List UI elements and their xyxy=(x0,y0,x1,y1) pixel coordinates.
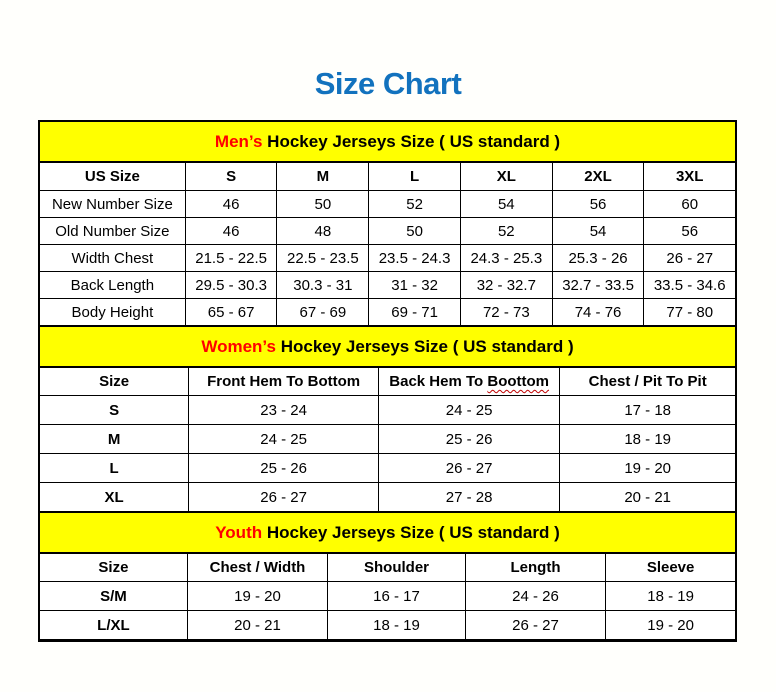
row-label: S xyxy=(40,396,189,425)
youth-size-table xyxy=(40,511,735,640)
column-header: Shoulder xyxy=(328,553,466,582)
row-label: Body Height xyxy=(40,299,185,326)
value-cell: 19 - 20 xyxy=(560,454,735,483)
value-cell: 74 - 76 xyxy=(552,299,644,326)
table-row xyxy=(40,611,735,640)
section-band-rest: Hockey Jerseys Size ( US standard ) xyxy=(262,522,560,542)
row-label: Back Length xyxy=(40,272,185,299)
column-header: Chest / Width xyxy=(187,553,327,582)
value-cell: 60 xyxy=(644,191,735,218)
value-cell: 18 - 19 xyxy=(328,611,466,640)
value-cell: 69 - 71 xyxy=(369,299,461,326)
section-band-title xyxy=(40,122,735,162)
table-row xyxy=(40,582,735,611)
section-band-title xyxy=(40,512,735,553)
value-cell: 22.5 - 23.5 xyxy=(277,245,369,272)
value-cell: 27 - 28 xyxy=(378,483,559,512)
value-cell: 21.5 - 22.5 xyxy=(185,245,277,272)
header-row xyxy=(40,367,735,396)
table-row xyxy=(40,425,735,454)
row-label: New Number Size xyxy=(40,191,185,218)
value-cell: 50 xyxy=(277,191,369,218)
value-cell: 26 - 27 xyxy=(465,611,605,640)
column-header: 2XL xyxy=(552,162,644,191)
value-cell: 19 - 20 xyxy=(187,582,327,611)
section-band-highlight: Women’s xyxy=(201,336,276,356)
table-row xyxy=(40,272,735,299)
value-cell: 20 - 21 xyxy=(187,611,327,640)
value-cell: 24 - 25 xyxy=(189,425,379,454)
value-cell: 30.3 - 31 xyxy=(277,272,369,299)
value-cell: 31 - 32 xyxy=(369,272,461,299)
value-cell: 65 - 67 xyxy=(185,299,277,326)
row-label: L/XL xyxy=(40,611,187,640)
table-row xyxy=(40,483,735,512)
row-label: M xyxy=(40,425,189,454)
mens-size-table xyxy=(40,122,735,325)
value-cell: 16 - 17 xyxy=(328,582,466,611)
column-header: Size xyxy=(40,553,187,582)
value-cell: 32.7 - 33.5 xyxy=(552,272,644,299)
value-cell: 77 - 80 xyxy=(644,299,735,326)
column-header: M xyxy=(277,162,369,191)
value-cell: 20 - 21 xyxy=(560,483,735,512)
header-row xyxy=(40,162,735,191)
section-band xyxy=(40,326,735,367)
section-band-title xyxy=(40,326,735,367)
value-cell: 56 xyxy=(644,218,735,245)
value-cell: 26 - 27 xyxy=(378,454,559,483)
value-cell: 19 - 20 xyxy=(606,611,735,640)
size-chart-tables xyxy=(38,120,737,642)
value-cell: 17 - 18 xyxy=(560,396,735,425)
section-band-rest: Hockey Jerseys Size ( US standard ) xyxy=(262,131,561,151)
value-cell: 24 - 25 xyxy=(378,396,559,425)
table-row xyxy=(40,218,735,245)
section-band xyxy=(40,122,735,162)
column-header: L xyxy=(369,162,461,191)
value-cell: 67 - 69 xyxy=(277,299,369,326)
value-cell: 25.3 - 26 xyxy=(552,245,644,272)
value-cell: 18 - 19 xyxy=(560,425,735,454)
section-band-highlight: Men’s xyxy=(214,131,263,151)
column-header: Front Hem To Bottom xyxy=(189,367,379,396)
row-label: Old Number Size xyxy=(40,218,185,245)
value-cell: 54 xyxy=(460,191,552,218)
column-header: Chest / Pit To Pit xyxy=(560,367,735,396)
value-cell: 48 xyxy=(277,218,369,245)
header-row xyxy=(40,553,735,582)
value-cell: 24.3 - 25.3 xyxy=(460,245,552,272)
value-cell: 25 - 26 xyxy=(189,454,379,483)
column-header: Length xyxy=(465,553,605,582)
value-cell: 24 - 26 xyxy=(465,582,605,611)
womens-size-table xyxy=(40,325,735,511)
row-label: L xyxy=(40,454,189,483)
table-row xyxy=(40,454,735,483)
column-header: Back Hem To Boottom xyxy=(378,367,559,396)
row-label: Width Chest xyxy=(40,245,185,272)
value-cell: 29.5 - 30.3 xyxy=(185,272,277,299)
value-cell: 33.5 - 34.6 xyxy=(644,272,735,299)
value-cell: 23.5 - 24.3 xyxy=(369,245,461,272)
row-label: XL xyxy=(40,483,189,512)
section-band xyxy=(40,512,735,553)
value-cell: 72 - 73 xyxy=(460,299,552,326)
value-cell: 32 - 32.7 xyxy=(460,272,552,299)
column-header: XL xyxy=(460,162,552,191)
column-header: US Size xyxy=(40,162,185,191)
value-cell: 26 - 27 xyxy=(189,483,379,512)
value-cell: 56 xyxy=(552,191,644,218)
value-cell: 46 xyxy=(185,218,277,245)
value-cell: 50 xyxy=(369,218,461,245)
value-cell: 46 xyxy=(185,191,277,218)
value-cell: 52 xyxy=(460,218,552,245)
value-cell: 18 - 19 xyxy=(606,582,735,611)
section-band-rest: Hockey Jerseys Size ( US standard ) xyxy=(275,336,574,356)
value-cell: 54 xyxy=(552,218,644,245)
table-row xyxy=(40,299,735,326)
table-row xyxy=(40,396,735,425)
section-band-highlight: Youth xyxy=(215,522,263,542)
misspelled-word: Boottom xyxy=(487,373,550,390)
table-row xyxy=(40,245,735,272)
column-header: 3XL xyxy=(644,162,735,191)
column-header: Size xyxy=(40,367,189,396)
column-header: Sleeve xyxy=(606,553,735,582)
value-cell: 52 xyxy=(369,191,461,218)
value-cell: 23 - 24 xyxy=(189,396,379,425)
value-cell: 25 - 26 xyxy=(378,425,559,454)
column-header: S xyxy=(185,162,277,191)
page-title: Size Chart xyxy=(314,66,462,101)
table-row xyxy=(40,191,735,218)
value-cell: 26 - 27 xyxy=(644,245,735,272)
row-label: S/M xyxy=(40,582,187,611)
